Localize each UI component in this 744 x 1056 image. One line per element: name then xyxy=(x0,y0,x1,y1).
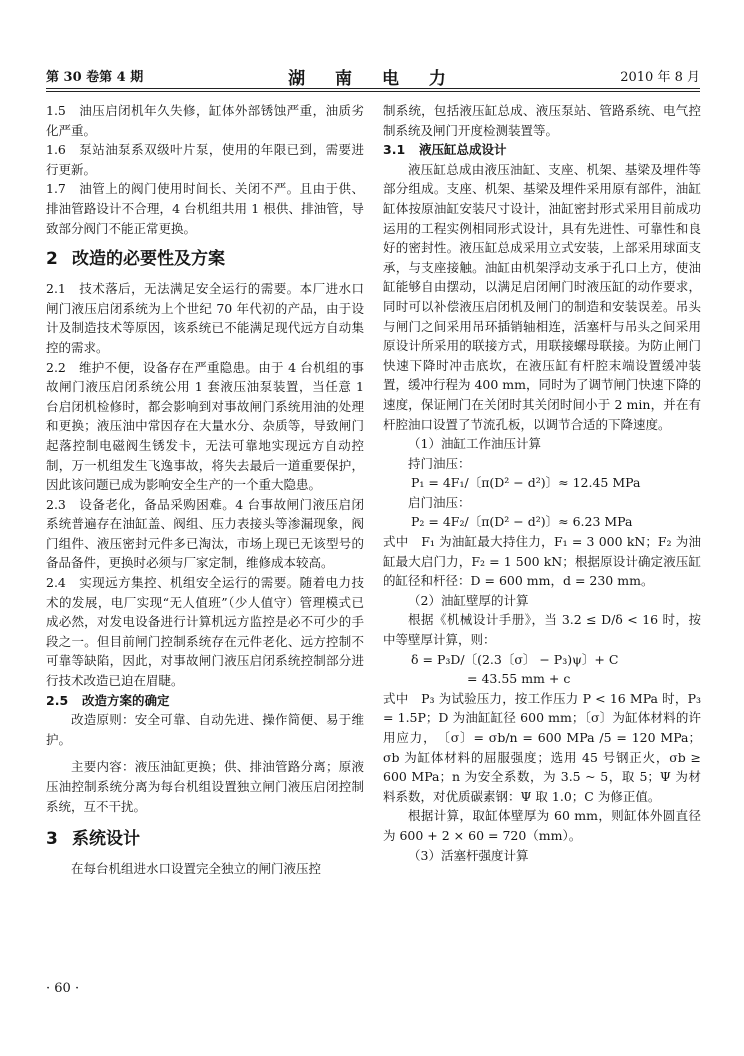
subsection-number: 2.5 xyxy=(46,692,69,708)
cylinder-assembly-text: 液压缸总成由液压油缸、支座、机架、基梁及埋件等部分组成。支座、机架、基梁及埋件采用原有部件，油缸缸体按原油缸安装尺寸设计，油缸密封形式采用目前成功运用的工程实例相同形式设计，具有先进性、可靠性和良好的密封性。液压缸总成采用立式安装，上部采用球面支承，与支座接触。油缸由机架浮动支承于孔口上方，使油缸能够自由摆动，以满足启闭闸门时液压缸的动作要求，同时可以补偿液压启闭机及闸门的制造和安装误差。吊头与闸门之间采用吊环插销轴相连，活塞杆与吊头之间采用原设计所采用的联接方式，用联接螺母联接。为防止闸门快速下降时冲击底坎，在液压缸有杆腔末端设置缓冲装置，缓冲行程为 400 mm，同时为了调节闸门快速下降的速度，保证闸门在关闭时其关闭时间小于 2 min，并在有杆腔油口设置了节流孔板，以调节合适的下降速度。 xyxy=(383,161,702,432)
calc-item-3: （3）活塞杆强度计算 xyxy=(408,847,529,863)
item-2-3: 2.3 设备老化，备品采购困难。4 台事故闸门液压启闭系统普遍存在油缸盖、阀组、压力表接头等渗漏现象，阀门组件、液压密封元件多已淘汰，市场上现已无该型号的备品备件，更换时必须与厂家定制，维修成本较高。 xyxy=(46,496,364,571)
section-number: 3 xyxy=(46,829,58,850)
subsection-title: 改造方案的确定 xyxy=(82,692,170,708)
item-1-7: 1.7 油管上的阀门使用时间长、关闭不严。且由于供、排油管路设计不合理，4 台机组共用 1 根供、排油管，导致部分阀门不能正常更换。 xyxy=(46,181,364,236)
issue-date: 2010 年 8 月 xyxy=(620,70,700,85)
formula-delta-result: = 43.55 mm + c xyxy=(467,671,571,687)
formula-explanation-1: 式中 F₁ 为油缸最大持住力，F₁ = 3 000 kN；F₂ 为油缸最大启门力，F₂ = 1 500 kN；根据原设计确定液压缸的缸径和杆径：D = 600 mm，d = 230 mm。 xyxy=(383,534,701,589)
section-3-continued: 制系统，包括液压缸总成、液压泵站、管路系统、电气控制系统及闸门开度检测装置等。 xyxy=(383,103,701,138)
item-2-4: 2.4 实现远方集控、机组安全运行的需要。随着电力技术的发展，电厂实现“无人值班”（少人值守）管理模式已成必然，对发电设备进行计算机远方监控是必不可少的手段之一。但目前闸门控制系统存在元件老化、远方控制不可靠等缺陷，因此，对事故闸门液压启闭系统控制部分进行技术改造已迫在眉睫。 xyxy=(46,575,364,689)
calc-item-1: （1）油缸工作油压计算 xyxy=(408,436,541,452)
formula-p2: P₂ = 4F₂/〔π(D² − d²)〕≈ 6.23 MPa xyxy=(411,514,633,530)
formula-delta: δ = P₃D/〔(2.3〔σ〕 − P₃)ψ〕+ C xyxy=(411,651,619,667)
item-1-5: 1.5 油压启闭机年久失修，缸体外部锈蚀严重，油质劣化严重。 xyxy=(46,103,364,138)
header-rule-top xyxy=(46,88,700,89)
left-column xyxy=(46,101,364,879)
item-1-6: 1.6 泵站油泵系双级叶片泵，使用的年限已到，需要进行更新。 xyxy=(46,142,364,177)
section-number: 2 xyxy=(46,249,58,270)
reform-principle: 改造原则：安全可靠、自动先进、操作简便、易于维护。 xyxy=(46,712,364,747)
reform-content: 主要内容：液压油缸更换；供、排油管路分离；原液压油控制系统分离为每台机组设置独立闸门液压启闭控制系统，互不干扰。 xyxy=(46,759,364,814)
section-title: 改造的必要性及方案 xyxy=(72,249,225,270)
subsection-3-1-heading xyxy=(383,140,701,160)
hold-pressure-label: 持门油压： xyxy=(408,455,471,471)
manual-reference: 根据《机械设计手册》，当 3.2 ≤ D/δ < 16 时，按中等壁厚计算，则： xyxy=(383,612,701,648)
header-rule-bottom xyxy=(46,91,700,92)
formula-p1: P₁ = 4F₁/〔π(D² − d²)〕≈ 12.45 MPa xyxy=(411,475,641,491)
section-3-heading xyxy=(46,828,364,850)
open-pressure-label: 启门油压： xyxy=(408,494,471,510)
wall-thickness-result: 根据计算，取缸体壁厚为 60 mm，则缸体外圆直径为 600 + 2 × 60 = 720（mm）。 xyxy=(383,808,701,843)
section-2-heading xyxy=(46,248,364,270)
subsection-2-5-heading xyxy=(46,691,364,711)
page-number: · 60 · xyxy=(46,981,80,996)
running-header xyxy=(46,64,700,89)
section-3-intro: 在每台机组进水口设置完全独立的闸门液压控 xyxy=(71,861,322,877)
calc-item-2: （2）油缸壁厚的计算 xyxy=(408,592,529,608)
journal-title: 湖 南 电 力 xyxy=(288,69,458,89)
subsection-title: 液压缸总成设计 xyxy=(419,142,507,158)
section-title: 系统设计 xyxy=(72,829,140,850)
right-column xyxy=(383,101,701,865)
subsection-number: 3.1 xyxy=(383,142,406,158)
journal-volume: 第 30 卷第 4 期 xyxy=(46,70,144,85)
formula-explanation-2: 式中 P₃ 为试验压力，按工作压力 P < 16 MPa 时，P₃ = 1.5P；D 为油缸缸径 600 mm；〔σ〕为缸体材料的许用应力， 〔σ〕= σb/n = 600 MPa /5 = 120 MPa；σb 为缸体材料的屈服强度；选用 45 号钢正火，σb ≥ 600 MPa；n 为安全系数，为 3.5 ~ 5，取 5；Ψ 为材料系数，对优质碳素钢：Ψ 取 1.0；C 为修正值。 xyxy=(383,690,701,804)
item-2-2: 2.2 维护不便，设备存在严重隐患。由于 4 台机组的事故闸门液压启闭系统公用 1 套液压油泵装置，当任意 1 台启闭机检修时，都会影响到对事故闸门系统用油的处理和更换；液压油中常因存在大量水分、杂质等，导致闸门起落控制电磁阀生锈发卡，无法可靠地实现远方自动控制，万一机组发生飞逸事故，将失去最后一道重要保护，因此该问题已成为影响安全生产的一个重大隐患。 xyxy=(46,359,364,493)
item-2-1: 2.1 技术落后，无法满足安全运行的需要。本厂进水口闸门液压启闭系统为上个世纪 70 年代初的产品，由于设计及制造技术等原因，该系统已不能满足现代远方自动集控的需求。 xyxy=(46,281,364,355)
